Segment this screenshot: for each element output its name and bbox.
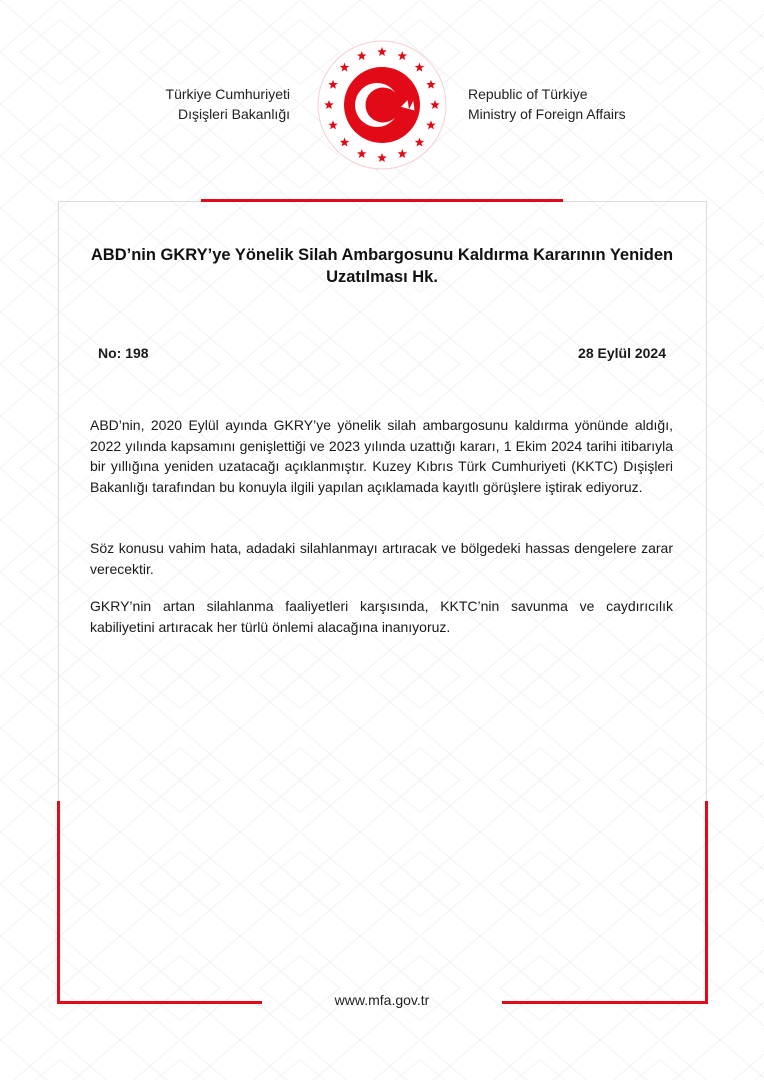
frame-left-line [58, 201, 59, 801]
frame-left-accent [57, 801, 60, 1003]
paragraph-3: GKRY’nin artan silahlanma faaliyetleri karşısında, KKTC’nin savunma ve caydırıcılık kabiliyetini artıracak her türlü önlemi alacağına inanıyoruz. [90, 598, 673, 635]
crescent-star-seal-icon [317, 40, 447, 170]
org-name-english [468, 84, 626, 124]
paragraph-1: ABD’nin, 2020 Eylül ayında GKRY’ye yönelik silah ambargosunu kaldırma yönünde aldığı, 2022 yılında kapsamını genişlettiği ve 2023 yılında uzattığı kararı, 1 Ekim 2024 tarihi itibarıyla bir yıllığına yeniden uzatacağı açıklanmıştır. Kuzey Kıbrıs Türk Cumhuriyeti (KKTC) Dışişleri Bakanlığı tarafından bu konuyla ilgili yapılan açıklamada kayıtlı görüşlere iştirak ediyoruz. [90, 417, 673, 495]
org-en-line2: Ministry of Foreign Affairs [468, 106, 626, 122]
frame-bottom-left-accent [57, 1001, 262, 1004]
frame-top-accent [201, 199, 563, 202]
frame-right-accent [705, 801, 708, 1003]
website-link[interactable]: www.mfa.gov.tr [334, 992, 430, 1008]
document-title: ABD’nin GKRY’ye Yönelik Silah Ambargosunu Kaldırma Kararının Yeniden Uzatılması Hk. [90, 246, 674, 286]
frame-bottom-right-accent [502, 1001, 708, 1004]
document-date: 28 Eylül 2024 [578, 345, 666, 361]
org-name-turkish [166, 84, 290, 124]
org-tr-line2: Dışişleri Bakanlığı [177, 106, 290, 122]
org-en-line1: Republic of Türkiye [468, 86, 588, 102]
org-tr-line1: Türkiye Cumhuriyeti [165, 86, 290, 102]
frame-right-line [706, 201, 707, 801]
paragraph-2: Söz konusu vahim hata, adadaki silahlanmayı artıracak ve bölgedeki hassas dengelere zarar verecektir. [90, 540, 673, 577]
document-number: No: 198 [98, 345, 149, 361]
